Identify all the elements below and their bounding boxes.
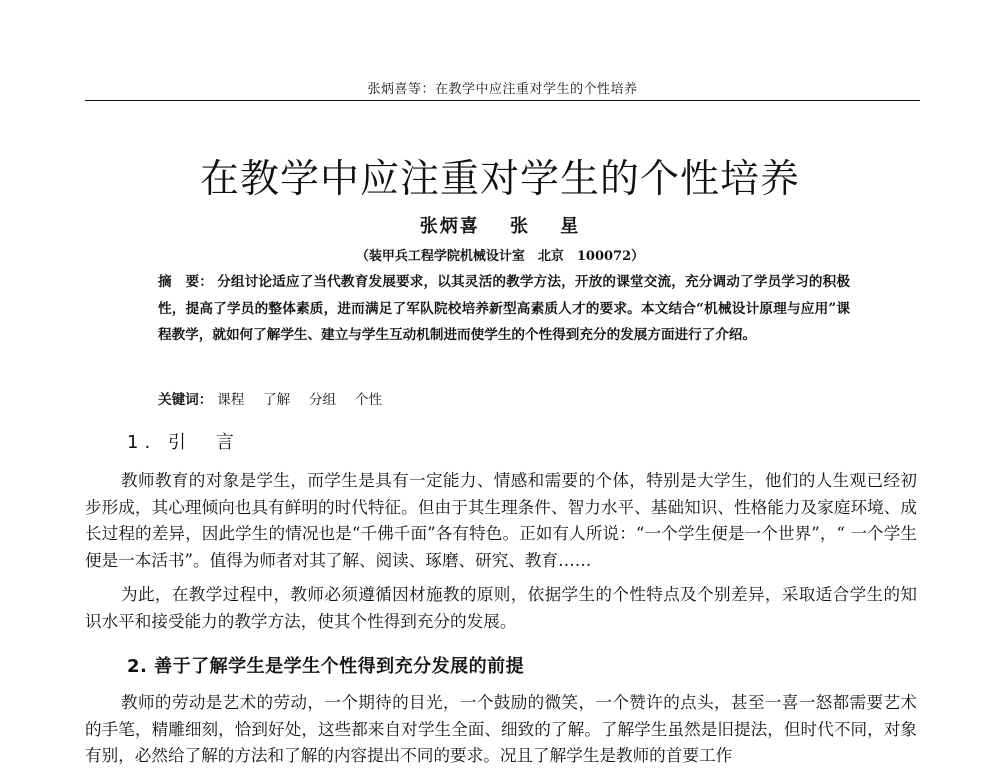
body-paragraph: 教师教育的对象是学生，而学生是具有一定能力、情感和需要的个体，特别是大学生，他们的人生观已经初步形成，其心理倾向也具有鲜明的时代特征。但由于其生理条件、智力水平、基础知识、性格能力及家庭环境、成长过程的差异，因此学生的情况也是“千佛千面”各有特色。正如有人所说：“一个学生便是一个世界”，“ 一个学生便是一本活书”。值得为师者对其了解、阅读、琢磨、研究、教育…… [85,471,917,570]
keyword: 个性 [354,392,383,408]
keyword: 了解 [263,392,291,408]
keyword: 课程 [217,392,245,408]
affiliation: （装甲兵工程学院机械设计室 北京 100072） [355,249,645,264]
keywords-label: 关键词： [158,392,213,408]
header-rule [85,100,920,101]
running-header: 张炳喜等：在教学中应注重对学生的个性培养 [367,82,638,97]
author-name: 张炳喜 [419,216,480,237]
author-list [0,212,1000,238]
abstract-label: 摘 要： [158,274,214,290]
abstract [158,269,850,349]
body-paragraph: 教师的劳动是艺术的劳动，一个期待的目光，一个鼓励的微笑，一个赞许的点头，甚至一喜一怒都需要艺术的手笔，精雕细刻，恰到好处，这些都来自对学生全面、细致的了解。了解学生虽然是旧提法，但时代不同，对象有别，必然给了解的方法和了解的内容提出不同的要求。况且了解学生是教师的首要工作 [85,693,917,765]
section-heading: 2. 善于了解学生是学生个性得到充分发展的前提 [127,656,525,677]
keyword: 分组 [308,392,337,408]
author-name: 张 星 [510,216,581,237]
section-heading: 1. 引 言 [127,432,240,453]
abstract-text: 分组讨论适应了当代教育发展要求，以其灵活的教学方法，开放的课堂交流，充分调动了学员学习的积极性，提高了学员的整体素质，进而满足了军队院校培养新型高素质人才的要求。本文结合“机械设计原理与应用”课程教学，就如何了解学生、建立与学生互动机制进而使学生的个性得到充分的发展方面进行了介绍。 [158,274,851,343]
keywords [158,388,396,408]
body-paragraph: 为此，在教学过程中，教师必须遵循因材施教的原则，依据学生的个性特点及个别差异，采取适合学生的知识水平和接受能力的教学方法，使其个性得到充分的发展。 [85,585,917,631]
paper-title: 在教学中应注重对学生的个性培养 [199,157,800,202]
